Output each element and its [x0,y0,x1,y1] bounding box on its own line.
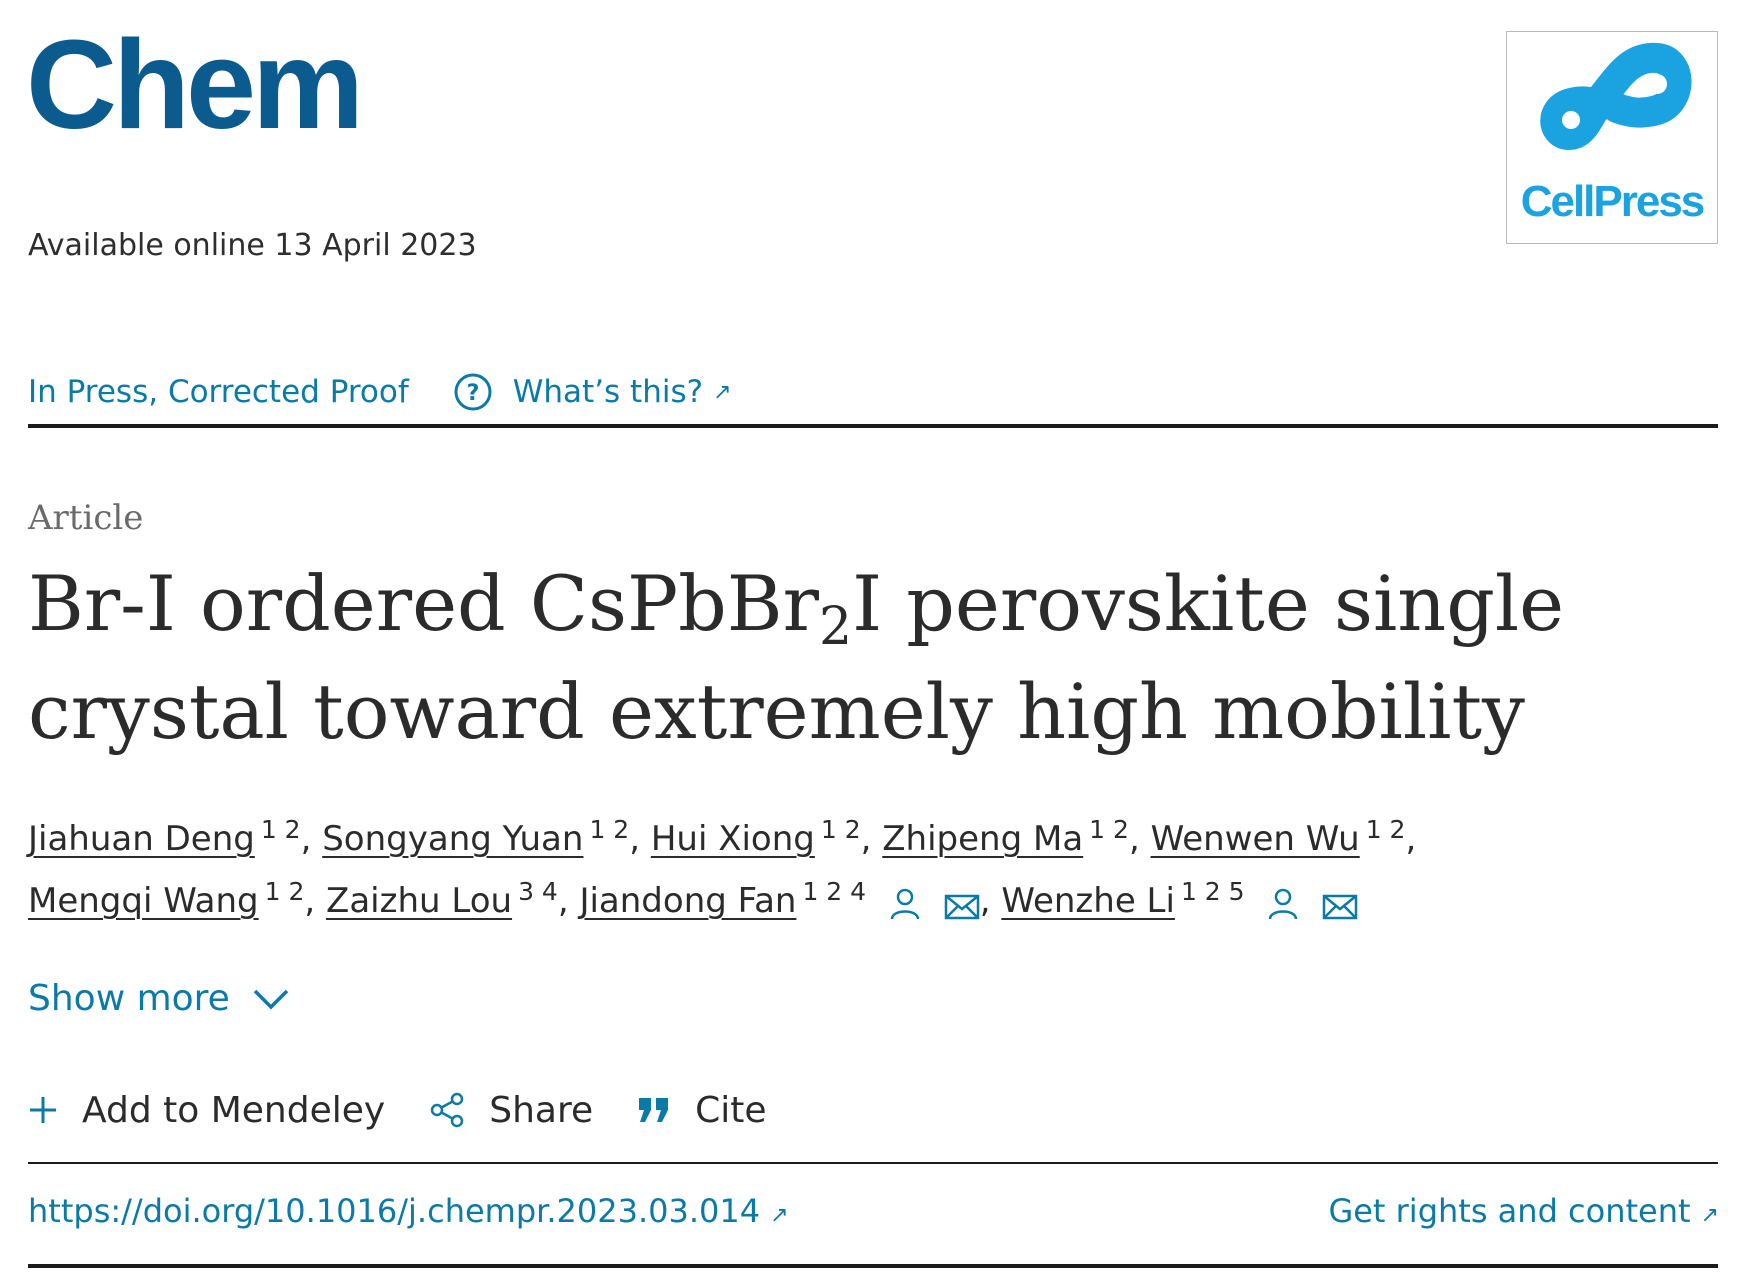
plus-icon [28,1095,58,1125]
external-link-icon: ↗ [1700,1203,1719,1228]
external-link-icon: ↗ [770,1203,789,1228]
author-link[interactable]: Zhipeng Ma [882,819,1084,859]
author-item: Jiandong Fan $^{1 2 4}$ , [579,881,1001,921]
author-item: Wenwen Wu $^{1 2}$, [1150,815,1417,859]
share-icon [429,1092,465,1128]
author-list [28,808,1718,942]
cite-button[interactable] [637,1090,766,1131]
cellpress-logo[interactable] [1506,31,1718,244]
affiliation-refs[interactable]: 1 2 [589,815,630,844]
author-item: Zhipeng Ma $^{1 2}$, [882,815,1140,859]
title-part-2: I perovskite single crystal toward extremely high mobility [28,559,1565,756]
author-item: Songyang Yuan $^{1 2}$, [322,815,641,859]
share-label: Share [489,1089,594,1131]
whats-this-link[interactable]: What’s this? [512,374,704,410]
affiliation-refs[interactable]: 1 2 [820,815,861,844]
show-more-button[interactable] [28,978,290,1019]
author-link[interactable]: Wenzhe Li [1001,881,1175,921]
author-item: Zaizhu Lou $^{3 4}$, [326,877,569,921]
add-to-mendeley-button[interactable] [28,1090,385,1131]
email-icon[interactable] [944,880,980,942]
affiliation-refs[interactable]: 1 2 4 [802,877,867,906]
person-icon[interactable] [887,880,923,942]
author-link[interactable]: Mengqi Wang [28,881,259,921]
add-to-mendeley-label: Add to Mendeley [82,1089,386,1131]
journal-title[interactable]: Chem [26,14,361,155]
author-item: Mengqi Wang $^{1 2}$, [28,877,316,921]
author-item: Hui Xiong $^{1 2}$, [650,815,872,859]
doi-link[interactable]: https://doi.org/10.1016/j.chempr.2023.03.014 ↗ [28,1192,789,1230]
show-more-label: Show more [28,978,230,1019]
author-link[interactable]: Jiandong Fan [579,881,797,921]
author-link[interactable]: Wenwen Wu [1150,819,1360,859]
author-link[interactable]: Jiahuan Deng [28,819,255,859]
divider [28,1162,1718,1164]
person-icon[interactable] [1265,880,1301,942]
affiliation-refs[interactable]: 1 2 5 [1180,877,1245,906]
article-title [28,550,1718,766]
author-link[interactable]: Hui Xiong [650,819,815,859]
get-rights-link[interactable]: Get rights and content ↗ [1328,1192,1719,1230]
divider [28,424,1718,428]
author-link[interactable]: Songyang Yuan [322,819,584,859]
help-circle-icon[interactable] [453,372,493,412]
chevron-down-icon [252,987,290,1011]
divider [28,1264,1718,1268]
quote-icon [637,1096,671,1124]
article-type: Article [28,498,144,538]
article-status-row [28,372,732,412]
cellpress-wordmark: CellPress [1520,177,1704,226]
affiliation-refs[interactable]: 1 2 [264,877,305,906]
affiliation-refs[interactable]: 1 2 [1089,815,1129,844]
external-link-icon: ↗ [713,379,732,405]
author-item: Jiahuan Deng $^{1 2}$, [28,815,312,859]
affiliation-refs[interactable]: 1 2 [1365,815,1406,844]
author-item [1001,877,1358,921]
svg-text:?: ? [466,381,480,406]
title-subscript: 2 [819,597,853,657]
author-link[interactable]: Zaizhu Lou [326,881,513,921]
status-label[interactable]: In Press, Corrected Proof [28,374,409,410]
cellpress-mark-icon [1507,32,1719,182]
email-icon[interactable] [1322,880,1358,942]
article-actions [28,1085,811,1135]
title-part-1: Br-I ordered CsPbBr [28,559,819,648]
available-online-date: Available online 13 April 2023 [28,228,477,263]
affiliation-refs[interactable]: 3 4 [518,877,558,906]
affiliation-refs[interactable]: 1 2 [260,815,301,844]
share-button[interactable] [429,1090,593,1131]
cite-label: Cite [695,1089,767,1131]
